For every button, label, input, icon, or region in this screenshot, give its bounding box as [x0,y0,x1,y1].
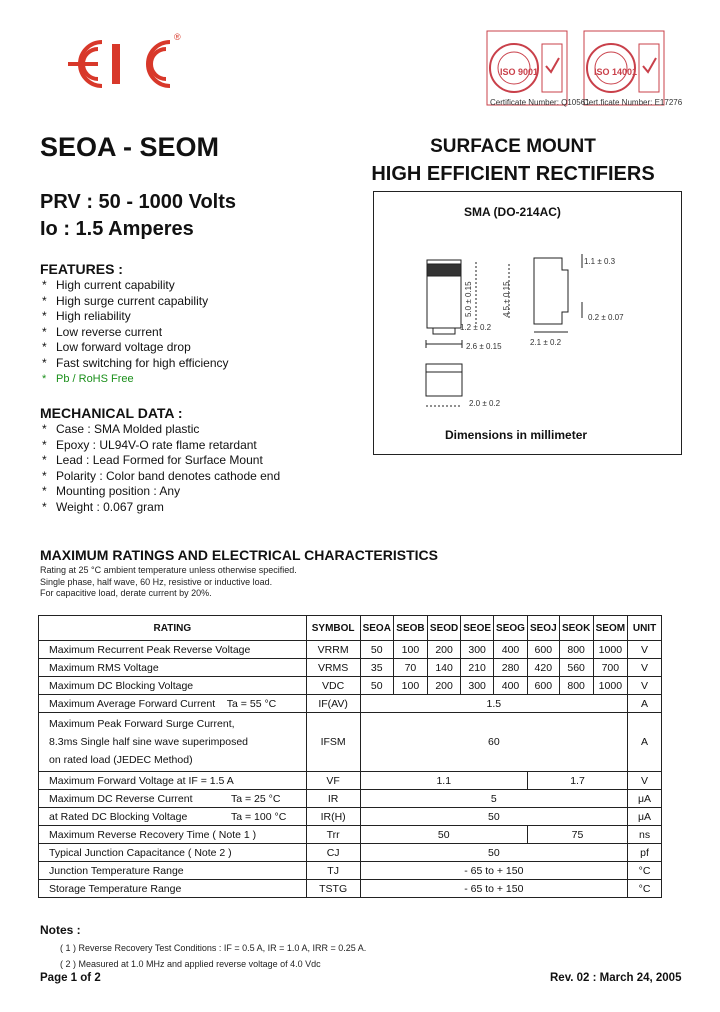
table-cell: 400 [494,677,528,695]
dim-label-5: 1.2 ± 0.2 [460,323,492,332]
row-symbol: VRRM [306,641,360,659]
row-unit: pf [628,844,662,862]
list-item: * High surge current capability [42,293,209,308]
col-header: SEOK [559,616,593,641]
list-item: * Lead : Lead Formed for Surface Mount [42,453,263,468]
notes-heading: Notes : [40,923,81,937]
package-name: SMA (DO-214AC) [464,205,561,219]
row-symbol: IFSM [306,713,360,772]
revision-date: Rev. 02 : March 24, 2005 [550,972,682,984]
table-row [39,641,662,659]
dim-label-2: 5.0 ± 0.15 [464,281,473,317]
dim-label-3: 4.5 ± 0.15 [502,281,511,317]
table-cell: 1.5 [360,695,628,713]
cert-iso9001-label: ISO 9001 [500,67,539,77]
table-cell: 75 [527,826,627,844]
list-item: * Fast switching for high efficiency [42,355,229,370]
table-row [39,880,662,898]
col-header: SEOA [360,616,393,641]
features-list [40,278,229,387]
package-outline-drawing [374,192,681,454]
part-range-title: SEOA - SEOM [40,132,220,162]
table-row [39,772,662,790]
table-cell: 100 [393,641,427,659]
row-label: Maximum Reverse Recovery Time ( Note 1 ) [39,826,307,844]
table-cell: 50 [360,641,393,659]
dim-label-8: 2.0 ± 0.2 [469,399,501,408]
list-item: * Case : SMA Molded plastic [42,422,200,436]
table-cell: 300 [461,677,494,695]
subtitle-line2: HIGH EFFICIENT RECTIFIERS [371,163,655,185]
row-label: Typical Junction Capacitance ( Note 2 ) [39,844,307,862]
table-cell: 600 [527,677,559,695]
ratings-note-line: For capacitive load, derate current by 20%. [40,588,212,598]
table-cell: 60 [360,713,628,772]
table-cell: 70 [393,659,427,677]
col-header: SEOB [393,616,427,641]
page-number: Page 1 of 2 [40,972,101,984]
row-unit: A [628,713,662,772]
row-unit: V [628,659,662,677]
table-cell: 210 [461,659,494,677]
row-unit: °C [628,880,662,898]
col-header: SEOD [427,616,460,641]
table-cell: 100 [393,677,427,695]
row-symbol: Trr [306,826,360,844]
row-unit: μA [628,790,662,808]
row-label: Maximum Peak Forward Surge Current, 8.3ms Single half sine wave superimposed on rated load (JEDEC Method) [39,713,307,772]
row-symbol: CJ [306,844,360,862]
cert-caption-2: Cert.ficate Number: E17276 [583,98,683,107]
table-cell: 560 [559,659,593,677]
dim-label-1: 1.1 ± 0.3 [584,257,616,266]
table-cell: 200 [427,641,460,659]
row-unit: A [628,695,662,713]
row-label: Maximum RMS Voltage [39,659,307,677]
col-header: SYMBOL [306,616,360,641]
ratings-heading: MAXIMUM RATINGS AND ELECTRICAL CHARACTERISTICS [40,547,438,563]
mechanical-heading: MECHANICAL DATA : [40,405,183,421]
row-label: Maximum DC Reverse Current Ta = 25 °C [39,790,307,808]
table-cell: 420 [527,659,559,677]
row-unit: V [628,677,662,695]
table-row [39,808,662,826]
table-cell: 800 [559,641,593,659]
table-row [39,826,662,844]
row-symbol: VRMS [306,659,360,677]
table-cell: 800 [559,677,593,695]
subtitle-line1: SURFACE MOUNT [430,136,596,157]
row-label: Junction Temperature Range [39,862,307,880]
list-item: * Mounting position : Any [42,484,181,499]
table-row [39,844,662,862]
row-label: Maximum Recurrent Peak Reverse Voltage [39,641,307,659]
notes-list [60,940,366,972]
list-item: * Weight : 0.067 gram [42,499,164,514]
table-cell: 1.7 [527,772,627,790]
ratings-table [38,615,662,898]
table-cell: 300 [461,641,494,659]
table-cell: 5 [360,790,628,808]
list-item-pb-free: * Pb / RoHS Free [42,372,134,385]
row-unit: ns [628,826,662,844]
row-label: Storage Temperature Range [39,880,307,898]
io-rating: Io : 1.5 Amperes [40,218,194,240]
row-symbol: IR(H) [306,808,360,826]
ratings-notes [40,565,297,600]
row-label: Maximum DC Blocking Voltage [39,677,307,695]
col-header: UNIT [628,616,662,641]
table-cell: 400 [494,641,528,659]
table-cell: - 65 to + 150 [360,862,628,880]
col-header: SEOG [494,616,528,641]
table-cell: 600 [527,641,559,659]
registered-mark: ® [174,32,181,42]
ratings-note-line: Single phase, half wave, 60 Hz, resistive or inductive load. [40,576,273,587]
row-label: Maximum Average Forward Current Ta = 55 °C [39,695,307,713]
row-unit: μA [628,808,662,826]
row-symbol: TJ [306,862,360,880]
row-unit: °C [628,862,662,880]
table-row [39,677,662,695]
row-symbol: TSTG [306,880,360,898]
list-item: * Epoxy : UL94V-O rate flame retardant [42,437,257,452]
row-symbol: IR [306,790,360,808]
row-unit: V [628,641,662,659]
table-row [39,713,662,772]
table-cell: 50 [360,826,527,844]
ratings-note-line: Rating at 25 °C ambient temperature unless otherwise specified. [40,565,297,575]
table-cell: 50 [360,844,628,862]
eic-logo [62,36,190,92]
table-cell: 200 [427,677,460,695]
package-caption: Dimensions in millimeter [445,428,588,442]
dim-label-6: 2.6 ± 0.15 [466,342,502,351]
col-header: SEOM [593,616,627,641]
col-header: RATING [39,616,307,641]
dim-label-7: 2.1 ± 0.2 [530,338,562,347]
table-cell: 700 [593,659,627,677]
table-cell: 140 [427,659,460,677]
table-row [39,790,662,808]
table-cell: 1000 [593,677,627,695]
list-item: * Polarity : Color band denotes cathode end [42,468,281,483]
col-header: SEOE [461,616,494,641]
table-row [39,862,662,880]
row-symbol: VDC [306,677,360,695]
row-symbol: IF(AV) [306,695,360,713]
table-cell: - 65 to + 150 [360,880,628,898]
table-cell: 1.1 [360,772,527,790]
row-unit: V [628,772,662,790]
features-heading: FEATURES : [40,261,123,277]
list-item: * High reliability [42,309,131,324]
table-row [39,659,662,677]
col-header: SEOJ [527,616,559,641]
row-label: at Rated DC Blocking Voltage Ta = 100 °C [39,808,307,826]
table-header-row [39,616,662,641]
cert-caption-1: Certificate Number: Q10561 [490,98,590,107]
table-cell: 50 [360,808,628,826]
package-drawing-box [373,191,682,455]
table-cell: 50 [360,677,393,695]
dim-label-4: 0.2 ± 0.07 [588,313,624,322]
cert-iso14001-label: ISO 14001 [594,67,638,77]
list-item: * Low forward voltage drop [42,340,191,355]
table-cell: 35 [360,659,393,677]
note-item: ( 1 ) Reverse Recovery Test Conditions : IF = 0.5 A, IR = 1.0 A, IRR = 0.25 A. [60,943,367,953]
row-label: Maximum Forward Voltage at IF = 1.5 A [39,772,307,790]
table-cell: 280 [494,659,528,677]
mechanical-list [40,422,280,516]
table-cell: 1000 [593,641,627,659]
row-symbol: VF [306,772,360,790]
prv-rating: PRV : 50 - 1000 Volts [40,191,237,213]
table-row [39,695,662,713]
list-item: * Low reverse current [42,324,163,339]
note-item: ( 2 ) Measured at 1.0 MHz and applied reverse voltage of 4.0 Vdc [60,959,321,969]
list-item: * High current capability [42,278,175,292]
